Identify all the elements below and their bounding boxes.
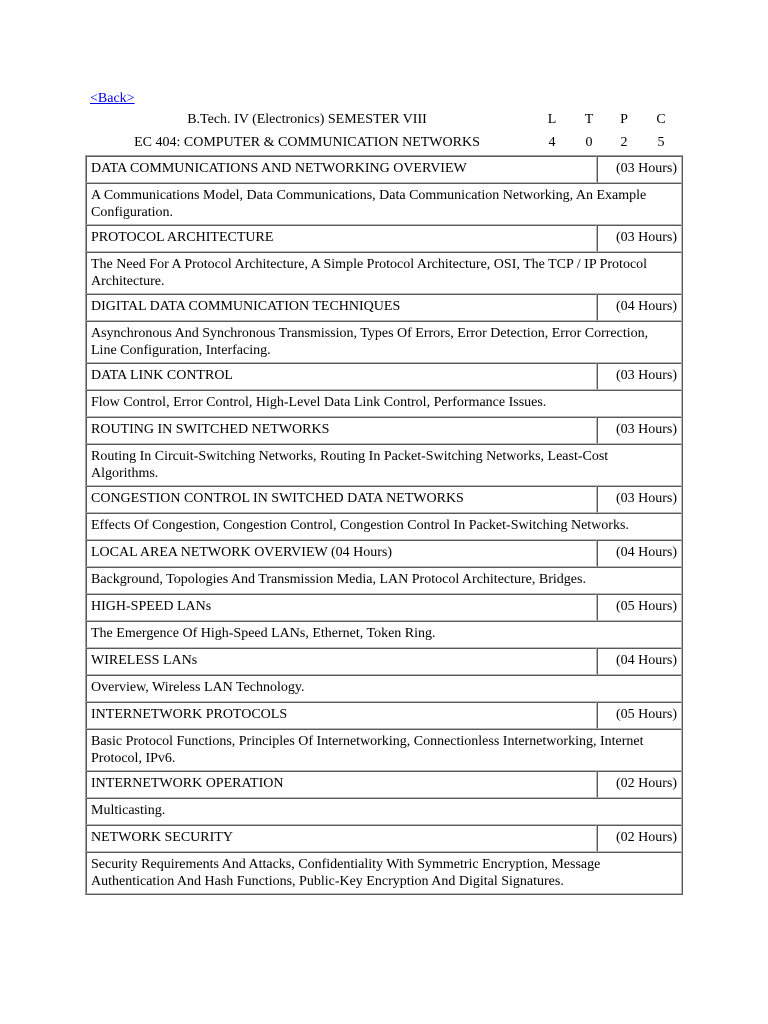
credit-label-p: P — [620, 112, 628, 127]
unit-topics: The Emergence Of High-Speed LANs, Ethernet, Token Ring. — [86, 621, 682, 648]
credit-label-t: T — [584, 112, 594, 127]
unit-title: CONGESTION CONTROL IN SWITCHED DATA NETWORKS — [86, 486, 597, 513]
unit-hours: (02 Hours) — [597, 825, 682, 852]
unit-content-row — [86, 567, 682, 594]
unit-topics: A Communications Model, Data Communications, Data Communication Networking, An Example Configuration. — [86, 183, 682, 225]
unit-title: HIGH-SPEED LANs — [86, 594, 597, 621]
unit-topics: Security Requirements And Attacks, Confidentiality With Symmetric Encryption, Message Authentication And Hash Functions, Public-Key Encryption And Digital Signatures. — [86, 852, 682, 894]
unit-content-row — [86, 321, 682, 363]
unit-title: DATA COMMUNICATIONS AND NETWORKING OVERVIEW — [86, 156, 597, 183]
unit-topics: Multicasting. — [86, 798, 682, 825]
unit-hours: (04 Hours) — [597, 540, 682, 567]
unit-hours: (05 Hours) — [597, 702, 682, 729]
unit-topics: The Need For A Protocol Architecture, A Simple Protocol Architecture, OSI, The TCP / IP Protocol Architecture. — [86, 252, 682, 294]
unit-content-row — [86, 852, 682, 894]
unit-content-row — [86, 798, 682, 825]
unit-content-row — [86, 390, 682, 417]
course-header-row-2 — [86, 134, 682, 152]
syllabus-table — [85, 155, 683, 895]
program-semester-title: B.Tech. IV (Electronics) SEMESTER VIII — [187, 112, 427, 127]
unit-title: PROTOCOL ARCHITECTURE — [86, 225, 597, 252]
unit-header-row — [86, 156, 682, 183]
unit-hours: (05 Hours) — [597, 594, 682, 621]
credit-value-t: 0 — [585, 135, 593, 150]
credit-value-c: 5 — [657, 135, 665, 150]
unit-topics: Flow Control, Error Control, High-Level Data Link Control, Performance Issues. — [86, 390, 682, 417]
unit-topics: Overview, Wireless LAN Technology. — [86, 675, 682, 702]
unit-header-row — [86, 825, 682, 852]
unit-topics: Effects Of Congestion, Congestion Control, Congestion Control In Packet-Switching Networks. — [86, 513, 682, 540]
unit-header-row — [86, 417, 682, 444]
unit-content-row — [86, 621, 682, 648]
unit-hours: (03 Hours) — [597, 486, 682, 513]
unit-hours: (03 Hours) — [597, 156, 682, 183]
unit-title: LOCAL AREA NETWORK OVERVIEW (04 Hours) — [86, 540, 597, 567]
unit-title: ROUTING IN SWITCHED NETWORKS — [86, 417, 597, 444]
unit-header-row — [86, 540, 682, 567]
unit-title: DATA LINK CONTROL — [86, 363, 597, 390]
unit-hours: (03 Hours) — [597, 225, 682, 252]
unit-content-row — [86, 729, 682, 771]
unit-hours: (04 Hours) — [597, 648, 682, 675]
back-link[interactable]: <Back> — [90, 91, 135, 106]
unit-content-row — [86, 513, 682, 540]
unit-title: NETWORK SECURITY — [86, 825, 597, 852]
unit-header-row — [86, 648, 682, 675]
unit-hours: (03 Hours) — [597, 363, 682, 390]
unit-title: DIGITAL DATA COMMUNICATION TECHNIQUES — [86, 294, 597, 321]
unit-header-row — [86, 771, 682, 798]
credit-value-p: 2 — [620, 135, 628, 150]
unit-topics: Asynchronous And Synchronous Transmission, Types Of Errors, Error Detection, Error Correction, Line Configuration, Interfacing. — [86, 321, 682, 363]
course-header-row-1 — [86, 111, 682, 129]
unit-hours: (02 Hours) — [597, 771, 682, 798]
unit-content-row — [86, 183, 682, 225]
unit-content-row — [86, 675, 682, 702]
course-title: EC 404: COMPUTER & COMMUNICATION NETWORKS — [134, 135, 480, 150]
unit-header-row — [86, 294, 682, 321]
unit-header-row — [86, 594, 682, 621]
credit-value-l: 4 — [548, 135, 556, 150]
unit-topics: Routing In Circuit-Switching Networks, Routing In Packet-Switching Networks, Least-Cost Algorithms. — [86, 444, 682, 486]
unit-header-row — [86, 702, 682, 729]
unit-topics: Basic Protocol Functions, Principles Of Internetworking, Connectionless Internetworking, Internet Protocol, IPv6. — [86, 729, 682, 771]
unit-title: INTERNETWORK OPERATION — [86, 771, 597, 798]
credit-label-c: C — [656, 112, 666, 127]
unit-topics: Background, Topologies And Transmission Media, LAN Protocol Architecture, Bridges. — [86, 567, 682, 594]
unit-hours: (04 Hours) — [597, 294, 682, 321]
unit-content-row — [86, 444, 682, 486]
credit-label-l: L — [547, 112, 557, 127]
unit-title: INTERNETWORK PROTOCOLS — [86, 702, 597, 729]
unit-header-row — [86, 486, 682, 513]
unit-content-row — [86, 252, 682, 294]
unit-hours: (03 Hours) — [597, 417, 682, 444]
unit-header-row — [86, 225, 682, 252]
unit-title: WIRELESS LANs — [86, 648, 597, 675]
unit-header-row — [86, 363, 682, 390]
